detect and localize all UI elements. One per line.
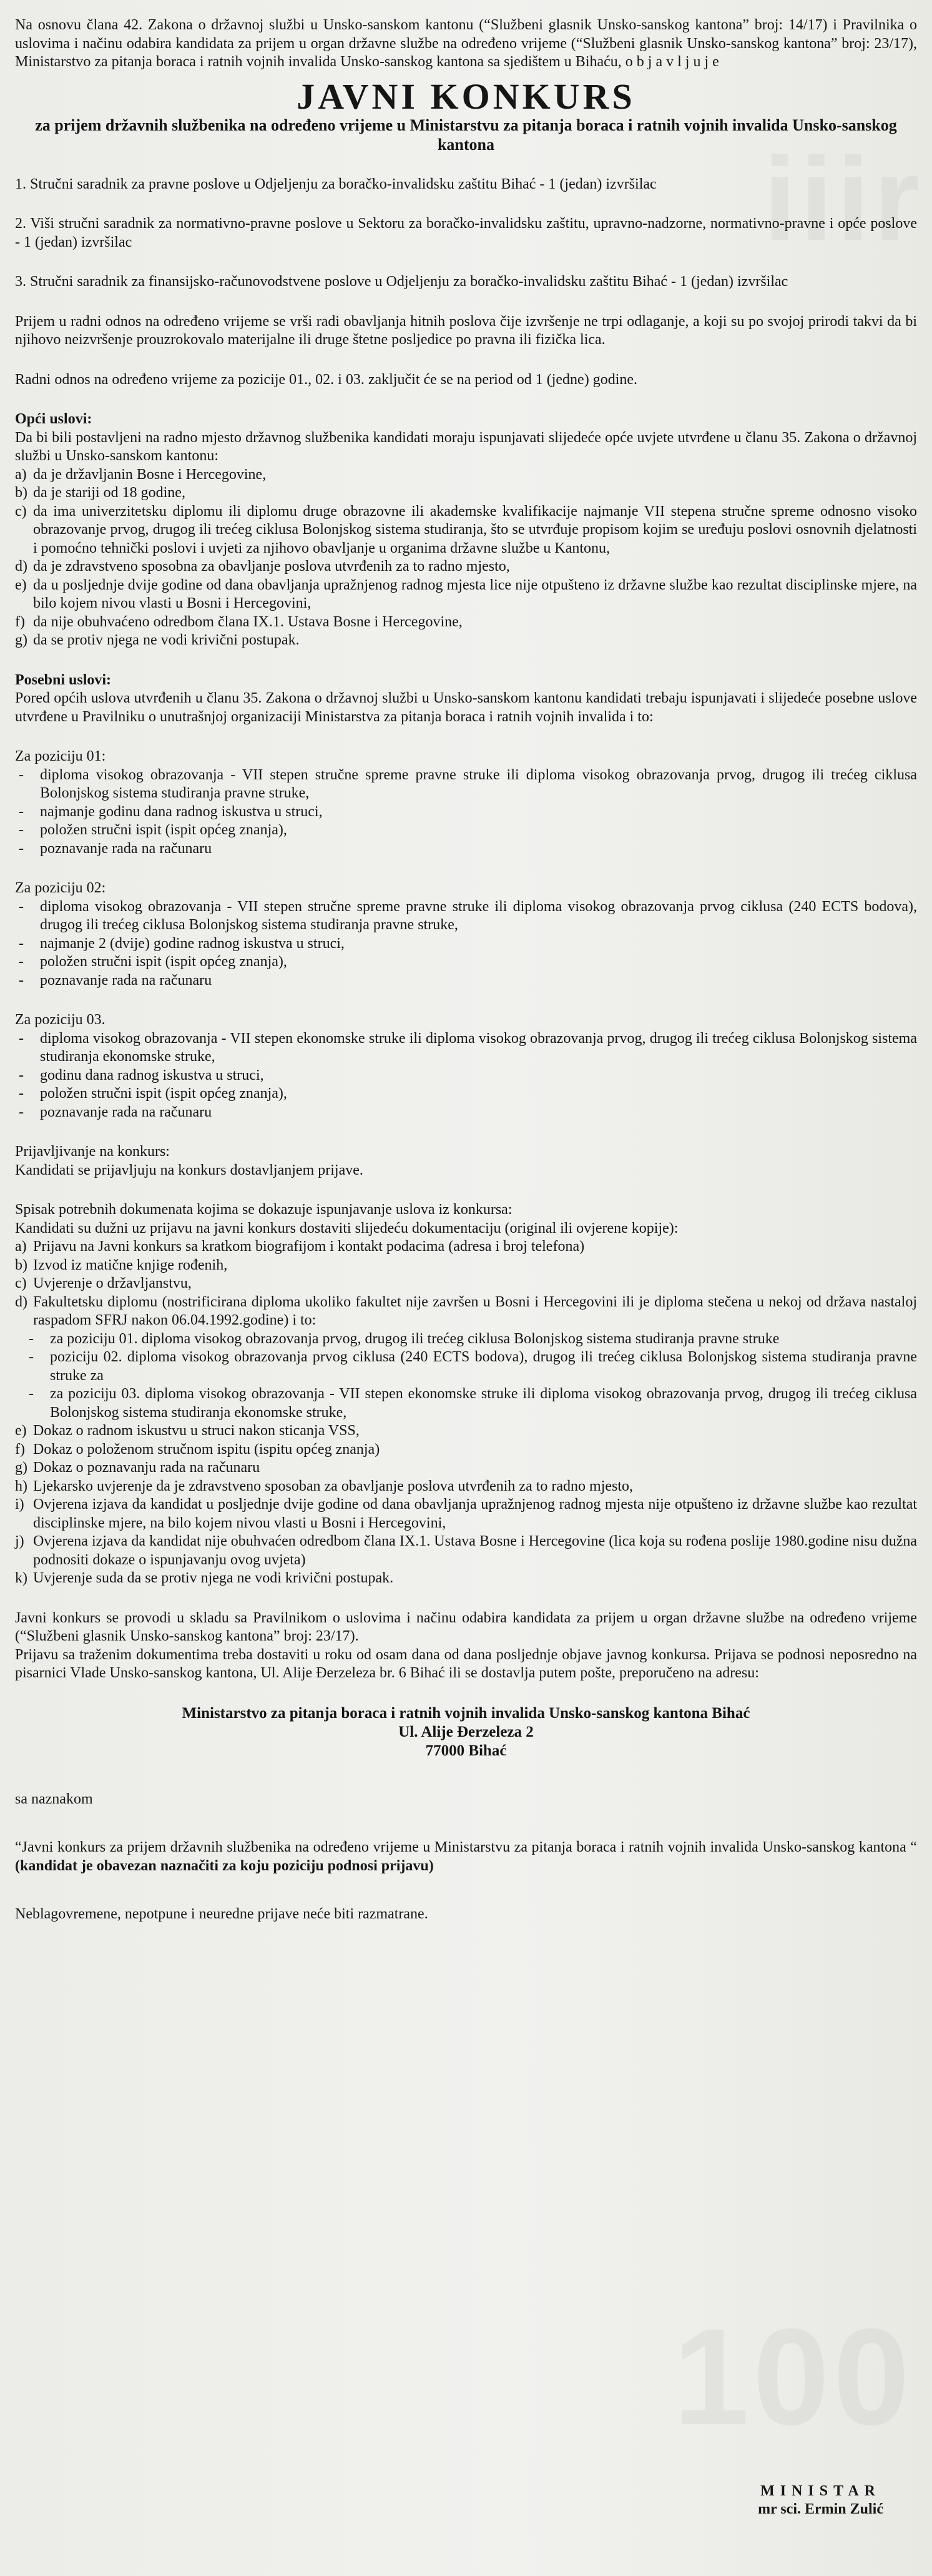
condition-bullet bbox=[15, 803, 917, 822]
marking-paragraph bbox=[15, 1838, 917, 1875]
item-label: e) bbox=[15, 1423, 27, 1439]
dash-marker: - bbox=[19, 972, 24, 989]
employment-period-paragraph: Radni odnos na određeno vrijeme za pozicije 01., 02. i 03. zaključit će se na period od 1 (jedne) godine. bbox=[15, 371, 638, 388]
general-condition-item bbox=[15, 631, 917, 650]
dash-marker: - bbox=[19, 898, 24, 915]
sub-item-text: poziciju 02. diploma visokog obrazovanja prvog ciklusa (240 ECTS bodova), drugog ili trećeg ciklusa Bolonjskog sistema studiranja pravne struke za bbox=[50, 1349, 917, 1384]
document-item bbox=[15, 1256, 917, 1275]
general-conditions-text: Da bi bili postavljeni na radno mjesto državnog službenika kandidati moraju ispunjavati slijedeće opće uvjete utvrđene u članu 35. Zakona o državnoj službi u Unsko-sanskom kantonu: bbox=[15, 429, 917, 464]
address-line: 77000 Bihać bbox=[425, 1742, 507, 1759]
item-text: Dokaz o radnom iskustvu u struci nakon sticanja VSS, bbox=[33, 1423, 360, 1439]
bullet-text: poznavanje rada na računaru bbox=[40, 1103, 212, 1120]
bullet-text: diploma visokog obrazovanja - VII stepen stručne spreme pravne struke ili diploma visokog obrazovanja prvog, drugog ili trećeg ciklusa Bolonjskog sistema studiranja pravne struke, bbox=[40, 766, 917, 801]
diploma-sub-item bbox=[15, 1330, 917, 1349]
document-item bbox=[15, 1238, 917, 1256]
dash-marker: - bbox=[19, 840, 24, 857]
application-text: Kandidati se prijavljuju na konkurs dostavljanjem prijave. bbox=[15, 1162, 363, 1178]
document-item bbox=[15, 1275, 917, 1293]
dash-marker: - bbox=[19, 954, 24, 970]
general-condition-item bbox=[15, 558, 917, 576]
item-label: a) bbox=[15, 466, 27, 483]
item-text: Dokaz o poznavanju rada na računaru bbox=[33, 1459, 260, 1476]
general-condition-item bbox=[15, 613, 917, 632]
bullet-text: godinu dana radnog iskustva u struci, bbox=[40, 1067, 264, 1083]
item-label: c) bbox=[15, 503, 27, 520]
bullet-text: poznavanje rada na računaru bbox=[40, 972, 212, 989]
condition-bullet bbox=[15, 1067, 917, 1085]
condition-bullet bbox=[15, 935, 917, 954]
position-item: 1. Stručni saradnik za pravne poslove u Odjeljenju za boračko-invalidsku zaštitu Bihać - 1 (jedan) izvršilac bbox=[15, 175, 657, 192]
address-block bbox=[15, 1704, 917, 1760]
bullet-text: najmanje godinu dana radnog iskustva u struci, bbox=[40, 803, 323, 820]
item-text: Uvjerenje suda da se protiv njega ne vodi krivični postupak. bbox=[33, 1570, 394, 1586]
item-label: j) bbox=[15, 1533, 24, 1549]
item-text: da se protiv njega ne vodi krivični postupak. bbox=[33, 632, 300, 648]
item-text: Izvod iz matične knjige rođenih, bbox=[33, 1256, 228, 1273]
bullet-text: diploma visokog obrazovanja - VII stepen ekonomske struke ili diploma visokog obrazovanja prvog, drugog ili trećeg ciklusa Bolonjskog sistema studiranja ekonomske struke, bbox=[40, 1030, 917, 1065]
item-label: h) bbox=[15, 1478, 27, 1494]
intro-paragraph: Na osnovu člana 42. Zakona o državnoj službi u Unsko-sanskom kantonu (“Službeni glasnik Unsko-sanskog kantona” broj: 14/17) i Pravilnika o uslovima i načinu odabira kandidata za prijem u organ državne službe na određeno vrijeme (“Službeni glasnik Unsko-sanskog kantona” broj: 23/17), Ministarstvo za pitanja boraca i ratnih vojnih invalida Unsko-sanskog kantona sa sjedištem u Bihaću, o b j a v l j u j e bbox=[15, 17, 917, 70]
position-group-title: Za poziciju 02: bbox=[15, 880, 106, 896]
condition-bullet bbox=[15, 840, 917, 859]
document-item bbox=[15, 1422, 917, 1441]
document-item bbox=[15, 1441, 917, 1459]
dash-marker: - bbox=[29, 1349, 34, 1365]
position-item: 2. Viši stručni saradnik za normativno-pravne poslove u Sektoru za boračko-invalidsku zaštitu, upravno-nadzorne, normativno-pravne i opće poslove - 1 (jedan) izvršilac bbox=[15, 215, 917, 250]
condition-bullet bbox=[15, 821, 917, 840]
dash-marker: - bbox=[29, 1330, 34, 1347]
item-label: g) bbox=[15, 1459, 27, 1476]
item-label: d) bbox=[15, 1293, 27, 1310]
document-item bbox=[15, 1496, 917, 1532]
diploma-sub-item bbox=[15, 1385, 917, 1422]
marking-label: sa naznakom bbox=[15, 1790, 93, 1807]
dash-marker: - bbox=[29, 1386, 34, 1402]
bullet-text: položen stručni ispit (ispit općeg znanja), bbox=[40, 822, 287, 838]
application-heading: Prijavljivanje na konkurs: bbox=[15, 1143, 170, 1160]
item-label: f) bbox=[15, 1441, 25, 1458]
general-condition-item bbox=[15, 576, 917, 613]
bullet-text: položen stručni ispit (ispit općeg znanja), bbox=[40, 954, 287, 970]
condition-bullet bbox=[15, 1085, 917, 1103]
dash-marker: - bbox=[19, 935, 24, 952]
condition-bullet bbox=[15, 972, 917, 990]
closing-note: Neblagovremene, nepotpune i neuredne prijave neće biti razmatrane. bbox=[15, 1906, 428, 1922]
condition-bullet bbox=[15, 1103, 917, 1122]
documents-heading: Spisak potrebnih dokumenata kojima se dokazuje ispunjavanje uslova iz konkursa: bbox=[15, 1202, 513, 1218]
signature-title: MINISTAR bbox=[760, 2483, 881, 2499]
dash-marker: - bbox=[19, 803, 24, 820]
procedure-paragraph: Javni konkurs se provodi u skladu sa Pravilnikom o uslovima i načinu odabira kandidata za prijem u organ državne službe na određeno vrijeme (“Službeni glasnik Unsko-sanskog kantona” broj: 23/17). bbox=[15, 1609, 917, 1644]
sub-item-text: za poziciju 03. diploma visokog obrazovanja - VII stepen ekonomske struke ili diploma visokog obrazovanja prvog, drugog ili trećeg ciklusa Bolonjskog sistema studiranja ekonomske struke, bbox=[50, 1386, 917, 1421]
dash-marker: - bbox=[19, 1067, 24, 1083]
item-label: f) bbox=[15, 613, 25, 630]
item-text: da je državljanin Bosne i Hercegovine, bbox=[33, 466, 267, 483]
signature-block bbox=[758, 2482, 883, 2519]
condition-bullet bbox=[15, 1030, 917, 1067]
item-text: da je stariji od 18 godine, bbox=[33, 485, 185, 501]
bleed-through-print bbox=[673, 2298, 913, 2456]
bullet-text: položen stručni ispit (ispit općeg znanja), bbox=[40, 1085, 287, 1102]
dash-marker: - bbox=[19, 822, 24, 838]
signature-name: mr sci. Ermin Zulić bbox=[758, 2501, 883, 2517]
item-text: Fakultetsku diplomu (nostrificirana diploma ukoliko fakultet nije završen u Bosni i Hercegovini ili je diploma stečena u nekoj od država nastaloj raspadom SFRJ nakon 06.04.1992.godine) i to: bbox=[33, 1293, 917, 1328]
submission-paragraph: Prijavu sa traženim dokumentima treba dostaviti u roku od osam dana od dana posljednje objave javnog konkursa. Prijava se podnosi neposredno na pisarnici Vlade Unsko-sanskog kantona, Ul. Alije Đerzeleza br. 6 Bihać ili se dostavlja putem pošte, preporučeno na adresu: bbox=[15, 1646, 917, 1681]
dash-marker: - bbox=[19, 1085, 24, 1102]
item-text: da u posljednje dvije godine od dana obavljanja upražnjenog radnog mjesta lice nije otpušteno iz državne službe kao rezultat disciplinske mjere, na bilo kojem nivou vlasti u Bosni i Hercegovini, bbox=[33, 576, 917, 611]
general-condition-item bbox=[15, 503, 917, 558]
item-label: b) bbox=[15, 485, 27, 501]
document-item bbox=[15, 1459, 917, 1478]
item-text: Dokaz o položenom stručnom ispitu (ispitu općeg znanja) bbox=[33, 1441, 380, 1458]
documents-text: Kandidati su dužni uz prijavu na javni konkurs dostaviti slijedeću dokumentaciju (original ili ovjerene kopije): bbox=[15, 1220, 679, 1236]
item-text: Uvjerenje o državljanstvu, bbox=[33, 1275, 192, 1291]
document-item bbox=[15, 1293, 917, 1330]
document-item bbox=[15, 1569, 917, 1588]
condition-bullet bbox=[15, 898, 917, 935]
item-label: i) bbox=[15, 1496, 24, 1513]
special-conditions-text: Pored općih uslova utvrđenih u članu 35. Zakona o državnoj službi u Unsko-sanskom kantonu kandidati trebaju ispunjavati i slijedeće posebne uslove utvrđene u Pravilniku o unutrašnjoj organizaciji Ministarstva za pitanja boraca i ratnih vojnih invalida i to: bbox=[15, 690, 917, 725]
address-line: Ul. Alije Đerzeleza 2 bbox=[398, 1723, 534, 1740]
diploma-sub-item bbox=[15, 1348, 917, 1385]
special-conditions-heading: Posebni uslovi: bbox=[15, 671, 112, 688]
condition-bullet bbox=[15, 953, 917, 972]
bullet-text: diploma visokog obrazovanja - VII stepen stručne spreme pravne struke ili diploma visokog obrazovanja prvog ciklusa (240 ECTS bodova), drugog ili trećeg ciklusa Bolonjskog sistema studiranja pravne struke, bbox=[40, 898, 917, 933]
item-text: da ima univerzitetsku diplomu ili diplomu druge obrazovne ili akademske kvalifikacije najmanje VII stepena stručne spreme odnosno visoko obrazovanje prvog, drugog ili trećeg ciklusa Bolonjskog sistema studiranja, što se utvrđuje propisom kojim se uređuju poslovi osnovnih djelatnosti i pomoćno tehnički poslovi i uvjeti za njihovo obavljanje u organima državne službe u Kantonu, bbox=[33, 503, 917, 556]
dash-marker: - bbox=[19, 1030, 24, 1047]
dash-marker: - bbox=[19, 766, 24, 783]
document-item bbox=[15, 1478, 917, 1496]
item-label: d) bbox=[15, 558, 27, 575]
marking-bold-note: (kandidat je obavezan naznačiti za koju poziciju podnosi prijavu) bbox=[15, 1857, 434, 1874]
position-group-title: Za poziciju 03. bbox=[15, 1012, 105, 1028]
item-label: k) bbox=[15, 1570, 27, 1586]
bullet-text: poznavanje rada na računaru bbox=[40, 840, 212, 857]
temporary-employment-paragraph: Prijem u radni odnos na određeno vrijeme se vrši radi obavljanja hitnih poslova čije izvršenje ne trpi odlaganje, a koji su po svojoj prirodi takvi da bi njihovo neizvršenje prouzrokovalo materijalne ili druge štetne posljedice po pravna ili fizička lica. bbox=[15, 313, 917, 348]
item-label: g) bbox=[15, 632, 27, 648]
sub-item-text: za poziciju 01. diploma visokog obrazovanja prvog, drugog ili trećeg ciklusa Bolonjskog sistema studiranja pravne struke bbox=[50, 1330, 780, 1347]
item-label: e) bbox=[15, 576, 27, 593]
item-label: c) bbox=[15, 1275, 27, 1291]
dash-marker: - bbox=[19, 1103, 24, 1120]
item-text: da je zdravstveno sposobna za obavljanje poslova utvrđenih za to radno mjesto, bbox=[33, 558, 510, 575]
item-text: Ovjerena izjava da kandidat nije obuhvaćen odredbom člana IX.1. Ustava Bosne i Hercegovine (lica koja su rođena poslije 1980.godine nisu dužna podnositi dokaze o ispunjavanju ovog uvjeta) bbox=[33, 1533, 917, 1568]
item-text: Prijavu na Javni konkurs sa kratkom biografijom i kontakt podacima (adresa i broj telefona) bbox=[33, 1238, 585, 1255]
condition-bullet bbox=[15, 766, 917, 803]
marking-text: “Javni konkurs za prijem državnih službenika na određeno vrijeme u Ministarstvu za pitanja boraca i ratnih vojnih invalida Unsko-sanskog kantona “ bbox=[15, 1839, 917, 1855]
notice-title: JAVNI KONKURS bbox=[297, 76, 635, 117]
general-conditions-heading: Opći uslovi: bbox=[15, 411, 92, 427]
item-text: Ljekarsko uvjerenje da je zdravstveno sposoban za obavljanje poslova utvrđenih za to radno mjesto, bbox=[33, 1478, 634, 1494]
position-group-title: Za poziciju 01: bbox=[15, 748, 106, 764]
general-condition-item bbox=[15, 484, 917, 503]
bullet-text: najmanje 2 (dvije) godine radnog iskustva u struci, bbox=[40, 935, 345, 952]
notice-subtitle: za prijem državnih službenika na određeno vrijeme u Ministarstvu za pitanja boraca i ratnih vojnih invalida Unsko-sanskog kantona bbox=[35, 116, 897, 154]
general-condition-item bbox=[15, 466, 917, 485]
address-line: Ministarstvo za pitanja boraca i ratnih vojnih invalida Unsko-sanskog kantona Bihać bbox=[182, 1704, 750, 1722]
position-item: 3. Stručni saradnik za finansijsko-računovodstvene poslove u Odjeljenju za boračko-invalidsku zaštitu Bihać - 1 (jedan) izvršilac bbox=[15, 274, 788, 290]
item-label: a) bbox=[15, 1238, 27, 1255]
item-text: da nije obuhvaćeno odredbom člana IX.1. Ustava Bosne i Hercegovine, bbox=[33, 613, 463, 630]
item-text: Ovjerena izjava da kandidat u posljednje dvije godine od dana obavljanja upražnjenog radnog mjesta nije otpušteno iz državne službe kao rezultat disciplinske mjere, na bilo kojem nivou vlasti u Bosni i Hercegovini, bbox=[33, 1496, 917, 1531]
item-label: b) bbox=[15, 1256, 27, 1273]
document-item bbox=[15, 1532, 917, 1569]
